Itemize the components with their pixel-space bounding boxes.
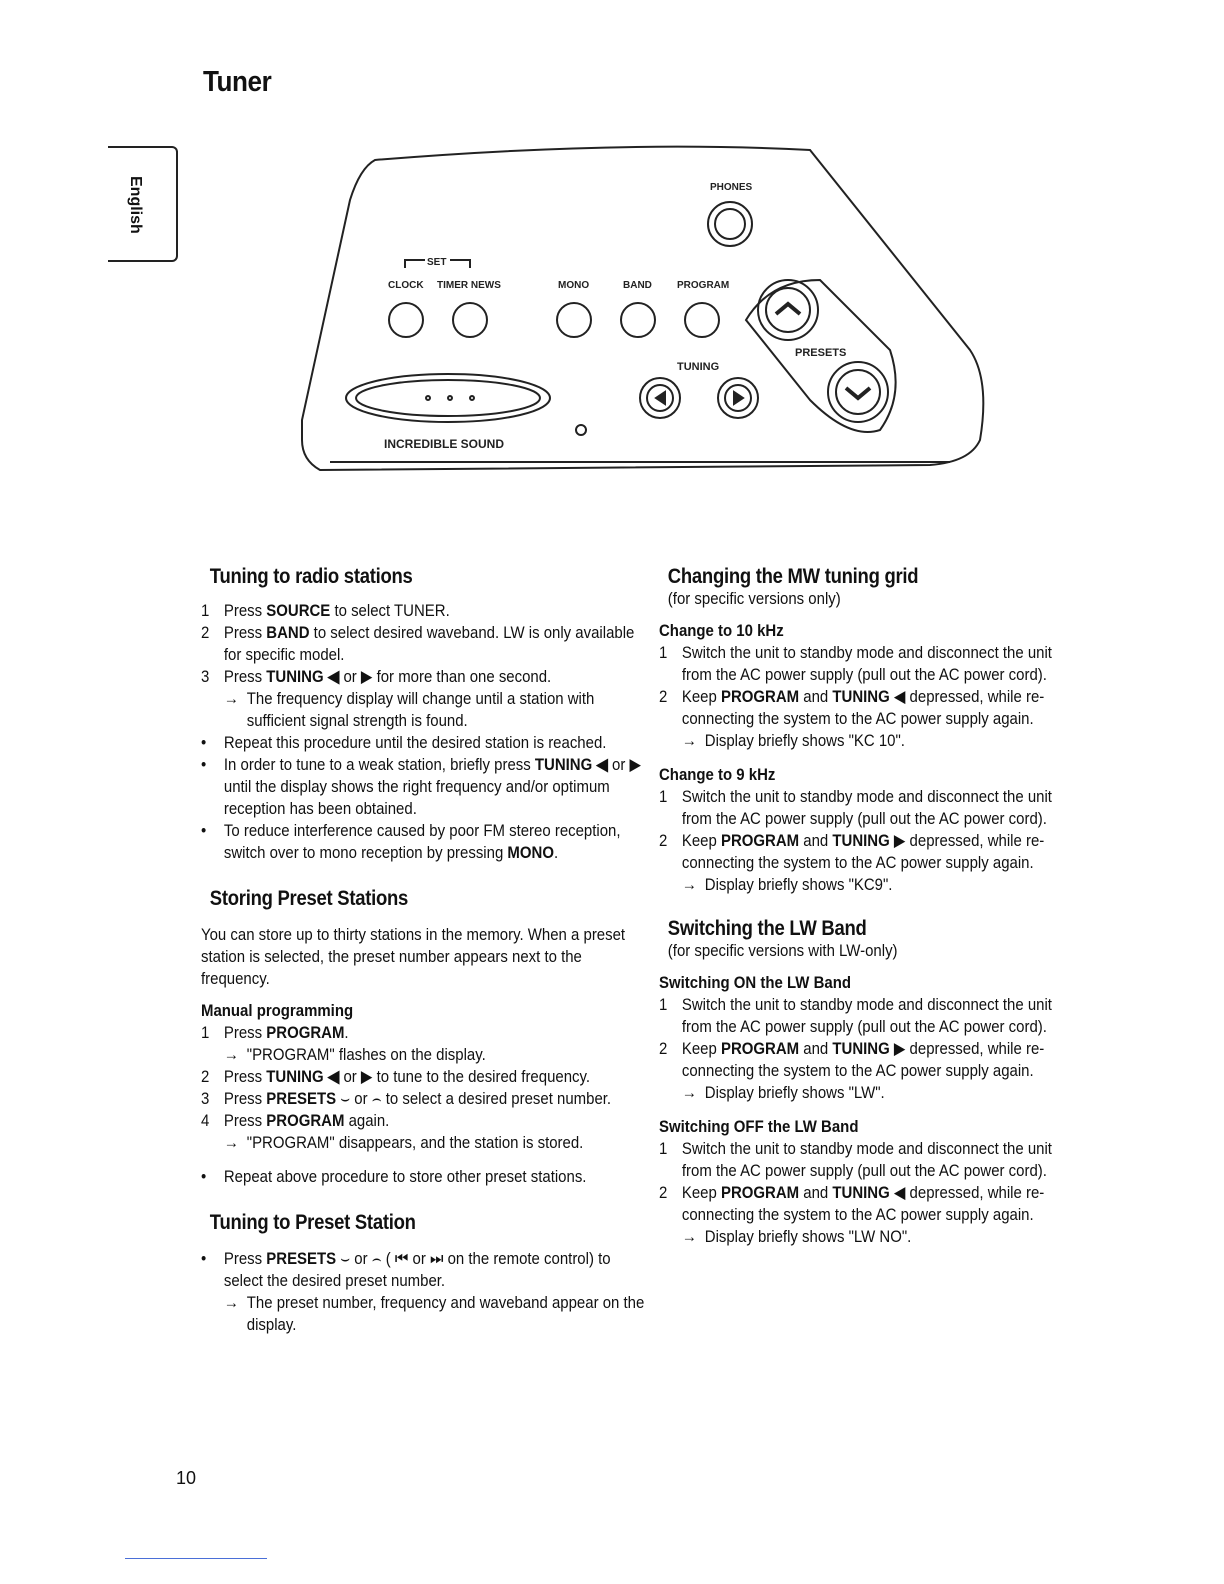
timer-news-label: TIMER NEWS bbox=[437, 280, 501, 291]
result-note: → "PROGRAM" disappears, and the station is stored. bbox=[223, 1133, 584, 1152]
bullet-item: • Repeat above procedure to store other preset stations. bbox=[201, 1167, 587, 1186]
list-item: 1 Press SOURCE to select TUNER. bbox=[201, 601, 450, 620]
language-tab bbox=[108, 146, 178, 262]
section-title-lw-band: Switching the LW Band bbox=[667, 917, 867, 940]
version-note: (for specific versions with LW-only) bbox=[667, 941, 898, 960]
tuning-label: TUNING bbox=[677, 361, 720, 373]
list-item: 1 Switch the unit to standby mode and disconnect the unit from the AC power supply (pull out the AC power cord). bbox=[659, 787, 1052, 828]
bullet-item: • Press PRESETS ⌣ or ⌢ ( ⏮ or ⏭ on the remote control) to select the desired preset number. bbox=[201, 1249, 611, 1290]
list-item: 1 Switch the unit to standby mode and disconnect the unit from the AC power supply (pull out the AC power cord). bbox=[659, 643, 1052, 684]
list-item: 2 Keep PROGRAM and TUNING ▶ depressed, while re-connecting the system to the AC power supply again. bbox=[659, 831, 1045, 872]
page-number: 10 bbox=[176, 1468, 197, 1488]
subheading-9khz: Change to 9 kHz bbox=[659, 765, 776, 784]
list-item: 4 Press PROGRAM again. bbox=[201, 1111, 390, 1130]
subheading-10khz: Change to 10 kHz bbox=[659, 621, 784, 640]
set-label: SET bbox=[427, 257, 447, 268]
subheading-manual: Manual programming bbox=[201, 1001, 354, 1020]
section-title-storing: Storing Preset Stations bbox=[209, 887, 409, 910]
presets-label: PRESETS bbox=[795, 347, 847, 359]
paragraph: You can store up to thirty stations in the memory. When a preset station is selected, the preset number appears next to the frequency. bbox=[201, 925, 626, 988]
phones-label: PHONES bbox=[710, 182, 753, 193]
bullet-item: • To reduce interference caused by poor FM stereo reception, switch over to mono reception by pressing MONO. bbox=[201, 821, 621, 862]
bullet-item: • Repeat this procedure until the desired station is reached. bbox=[201, 733, 607, 752]
mono-label: MONO bbox=[558, 280, 590, 291]
list-item: 1 Switch the unit to standby mode and disconnect the unit from the AC power supply (pull out the AC power cord). bbox=[659, 1139, 1052, 1180]
section-title-tuning: Tuning to radio stations bbox=[209, 565, 413, 588]
list-item: 2 Keep PROGRAM and TUNING ◀ depressed, while re-connecting the system to the AC power supply again. bbox=[659, 1183, 1045, 1224]
list-item: 2 Press BAND to select desired waveband. LW is only available for specific model. bbox=[201, 623, 635, 664]
page-title: Tuner bbox=[203, 66, 272, 98]
result-note: → Display briefly shows "LW NO". bbox=[681, 1227, 912, 1246]
result-note: → The frequency display will change until a station with sufficient signal strength is found. bbox=[223, 689, 595, 730]
result-note: → Display briefly shows "LW". bbox=[681, 1083, 885, 1102]
list-item: 2 Keep PROGRAM and TUNING ▶ depressed, while re-connecting the system to the AC power supply again. bbox=[659, 1039, 1045, 1080]
list-item: 1 Press PROGRAM. bbox=[201, 1023, 349, 1042]
language-tab-label: English bbox=[127, 176, 144, 234]
list-item: 2 Keep PROGRAM and TUNING ◀ depressed, while re-connecting the system to the AC power supply again. bbox=[659, 687, 1045, 728]
section-title-mw-grid: Changing the MW tuning grid bbox=[667, 565, 919, 588]
result-note: → The preset number, frequency and waveband appear on the display. bbox=[223, 1293, 645, 1334]
result-note: → Display briefly shows "KC 10". bbox=[681, 731, 905, 750]
list-item: 2 Press TUNING ◀ or ▶ to tune to the desired frequency. bbox=[201, 1067, 591, 1086]
list-item: 3 Press TUNING ◀ or ▶ for more than one second. bbox=[201, 667, 552, 686]
footer-line bbox=[125, 1558, 267, 1559]
result-note: → Display briefly shows "KC9". bbox=[681, 875, 893, 894]
subheading-lw-off: Switching OFF the LW Band bbox=[659, 1117, 859, 1136]
result-note: → "PROGRAM" flashes on the display. bbox=[223, 1045, 486, 1064]
incredible-sound-label: INCREDIBLE SOUND bbox=[384, 437, 505, 451]
clock-label: CLOCK bbox=[388, 280, 424, 291]
list-item: 3 Press PRESETS ⌣ or ⌢ to select a desired preset number. bbox=[201, 1089, 612, 1108]
section-title-preset: Tuning to Preset Station bbox=[209, 1211, 416, 1234]
band-label: BAND bbox=[623, 280, 652, 291]
bullet-item: • In order to tune to a weak station, briefly press TUNING ◀ or ▶ until the display shows the right frequency and/or optimum reception has been obtained. bbox=[201, 755, 642, 818]
subheading-lw-on: Switching ON the LW Band bbox=[659, 973, 851, 992]
program-label: PROGRAM bbox=[677, 280, 730, 291]
version-note: (for specific versions only) bbox=[667, 589, 841, 608]
list-item: 1 Switch the unit to standby mode and disconnect the unit from the AC power supply (pull out the AC power cord). bbox=[659, 995, 1052, 1036]
front-panel-diagram bbox=[290, 140, 1010, 500]
